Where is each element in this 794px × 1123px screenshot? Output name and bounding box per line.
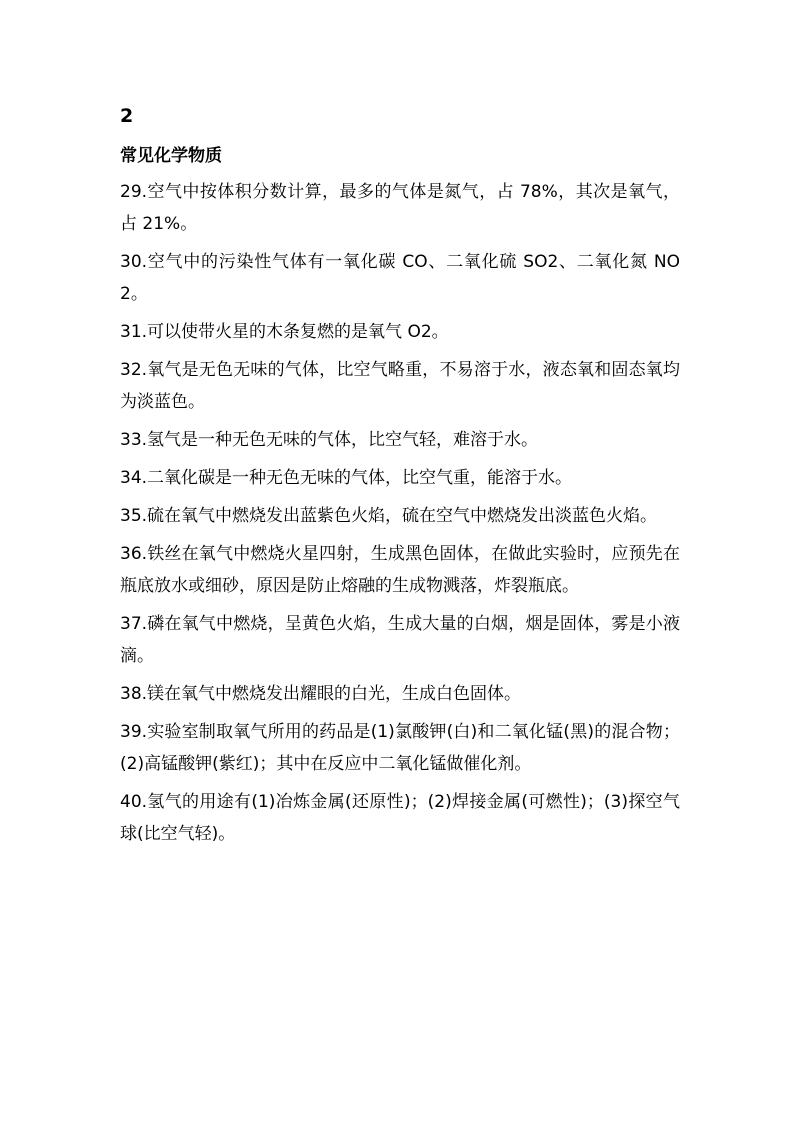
section-number: 2 [120,105,134,127]
list-item: 40.氢气的用途有(1)冶炼金属(还原性)；(2)焊接金属(可燃性)；(3)探空气球(比空气轻)。 [120,792,680,844]
list-item: 39.实验室制取氧气所用的药品是(1)氯酸钾(白)和二氧化锰(黑)的混合物；(2)高锰酸钾(紫红)；其中在反应中二氧化锰做催化剂。 [120,722,680,774]
list-item: 36.铁丝在氧气中燃烧火星四射，生成黑色固体，在做此实验时，应预先在瓶底放水或细砂，原因是防止熔融的生成物溅落，炸裂瓶底。 [120,544,680,596]
section-title: 常见化学物质 [120,146,222,166]
list-item: 33.氢气是一种无色无味的气体，比空气轻，难溶于水。 [120,430,539,450]
list-item: 35.硫在氧气中燃烧发出蓝紫色火焰，硫在空气中燃烧发出淡蓝色火焰。 [120,506,658,526]
knowledge-list [120,176,680,850]
list-item: 30.空气中的污染性气体有一氧化碳 CO、二氧化硫 SO2、二氧化氮 NO2。 [120,252,680,304]
list-item: 34.二氧化碳是一种无色无味的气体，比空气重，能溶于水。 [120,468,573,488]
list-item: 38.镁在氧气中燃烧发出耀眼的白光，生成白色固体。 [120,684,522,704]
list-item: 31.可以使带火星的木条复燃的是氧气 O2。 [120,322,449,342]
list-item: 29.空气中按体积分数计算，最多的气体是氮气，占 78%，其次是氧气，占 21%。 [120,182,680,234]
list-item: 32.氧气是无色无味的气体，比空气略重，不易溶于水，液态氧和固态氧均为淡蓝色。 [120,360,680,412]
document-content [120,100,680,856]
list-item: 37.磷在氧气中燃烧，呈黄色火焰，生成大量的白烟，烟是固体，雾是小液滴。 [120,614,680,666]
